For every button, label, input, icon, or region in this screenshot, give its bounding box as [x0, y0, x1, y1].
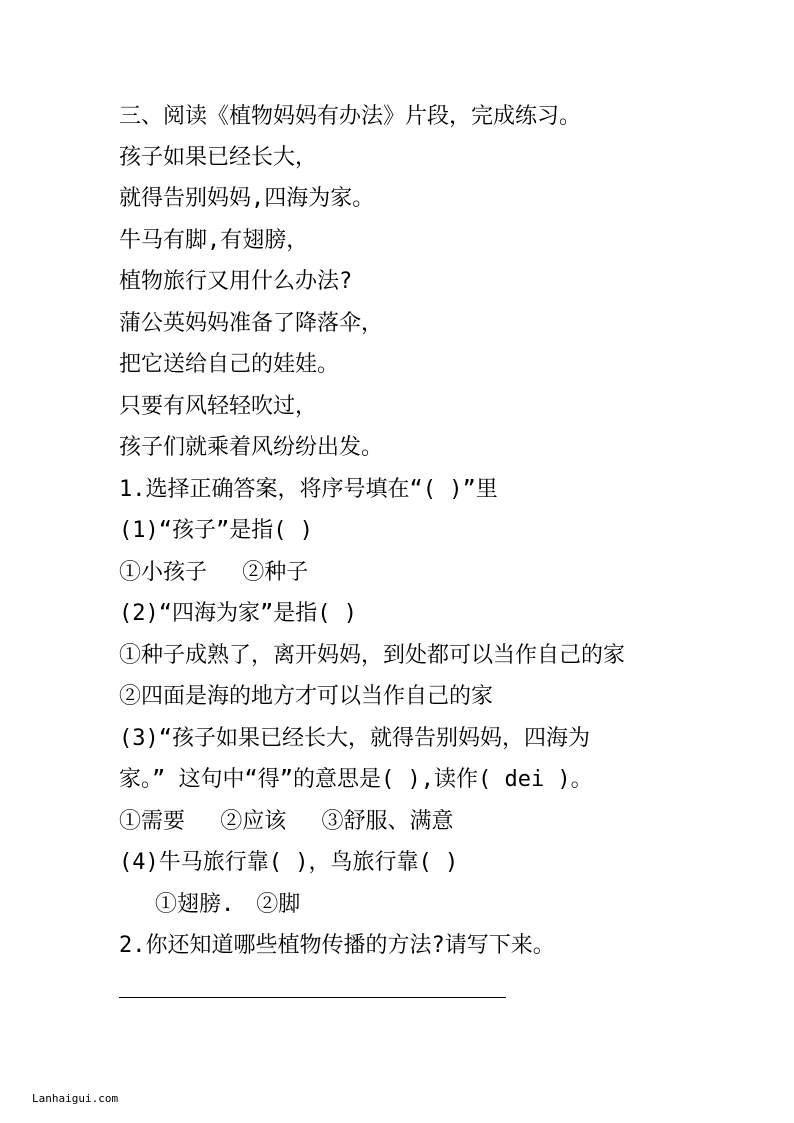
passage-line-6: 把它送给自己的娃娃。 [119, 352, 340, 377]
section-heading: 三、阅读《植物妈妈有办法》片段，完成练习。 [119, 104, 582, 129]
passage-line-3: 牛马有脚,有翅膀， [119, 228, 309, 253]
footer-watermark: Lanhaigui.com [32, 1092, 119, 1105]
question-1-3-line-1: (3)“孩子如果已经长大，就得告别妈妈，四海为 [119, 726, 590, 751]
question-1-4: (4)牛马旅行靠( )，鸟旅行靠( ) [119, 850, 459, 875]
question-1-4-options: ①翅膀. ②脚 [155, 892, 301, 917]
passage-line-1: 孩子如果已经长大， [119, 145, 318, 170]
question-1-1-options: ①小孩子 ②种子 [119, 560, 309, 585]
question-1-3-options: ①需要 ②应该 ③舒服、满意 [119, 809, 454, 834]
question-1-3-line-2: 家。” 这句中“得”的意思是( ),读作( dei )。 [119, 767, 593, 792]
question-1-title: 1.选择正确答案，将序号填在“( )”里 [119, 477, 498, 502]
answer-blank-line[interactable] [119, 997, 506, 998]
passage-line-8: 孩子们就乘着风纷纷出发。 [119, 435, 384, 460]
passage-line-2: 就得告别妈妈,四海为家。 [119, 186, 375, 211]
question-2-title: 2.你还知道哪些植物传播的方法?请写下来。 [119, 933, 555, 958]
passage-line-7: 只要有风轻轻吹过， [119, 394, 318, 419]
passage-line-4: 植物旅行又用什么办法? [119, 269, 353, 294]
question-1-2-option-2: ②四面是海的地方才可以当作自己的家 [119, 684, 494, 709]
question-1-2: (2)“四海为家”是指( ) [119, 601, 357, 626]
passage-line-5: 蒲公英妈妈准备了降落伞， [119, 311, 384, 336]
question-1-1: (1)“孩子”是指( ) [119, 518, 313, 543]
question-1-2-option-1: ①种子成熟了，离开妈妈，到处都可以当作自己的家 [119, 643, 626, 668]
